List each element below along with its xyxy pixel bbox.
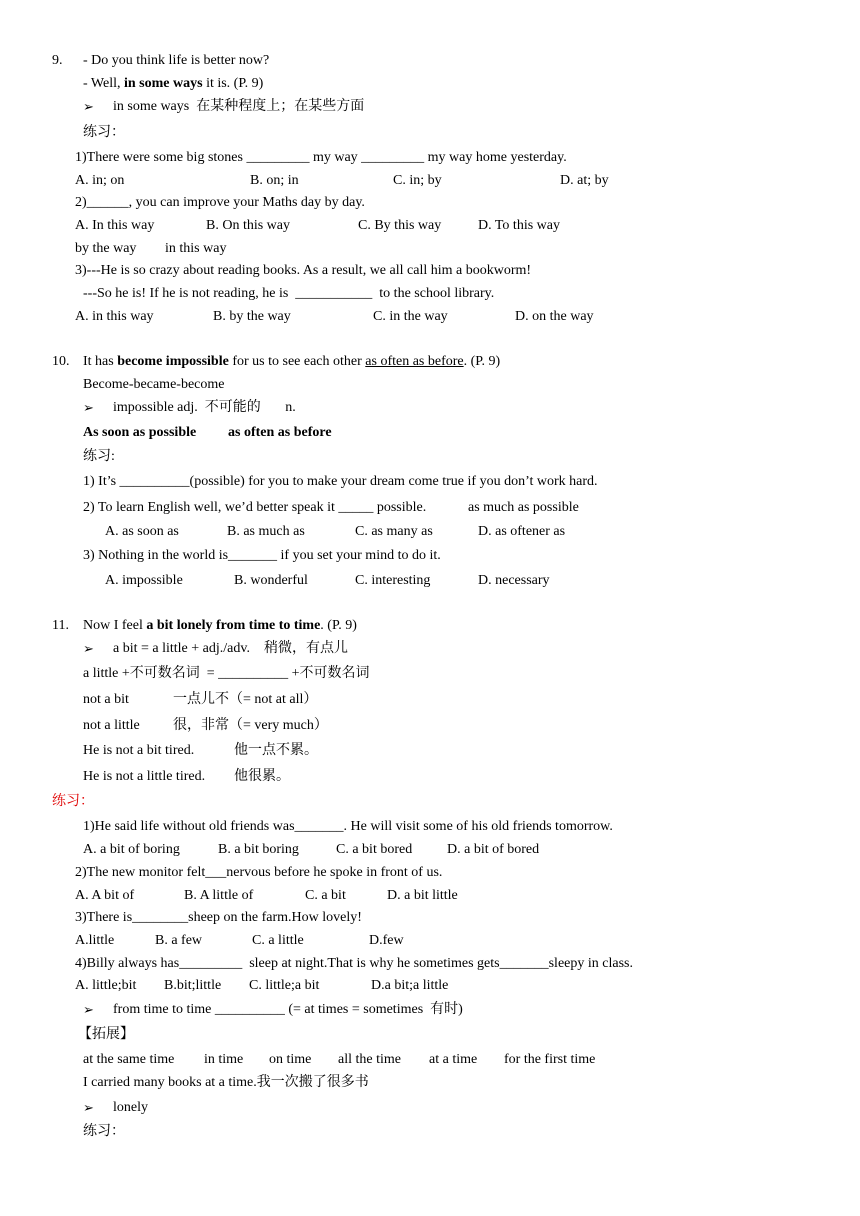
exercise-question: 1) It’s __________(possible) for you to make your dream come true if you don’t work hard. xyxy=(83,474,598,489)
option-d: D.a bit;a little xyxy=(371,978,449,993)
option-c: C. little;a bit xyxy=(249,978,320,993)
arrow-bullet-icon: ➢ xyxy=(83,99,94,114)
usage-term: not a little xyxy=(83,718,140,733)
example-sentence: I carried many books at a time.我一次搬了很多书 xyxy=(83,1075,369,1090)
option-c: C. a bit bored xyxy=(336,842,413,857)
exercise-question: 4)Billy always has_________ sleep at night.That is why he sometimes gets_______sleepy in class. xyxy=(75,956,633,971)
phrase-item: in time xyxy=(204,1052,244,1067)
option-a: A. In this way xyxy=(75,218,155,233)
exercise-question: 3)There is________sheep on the farm.How lovely! xyxy=(75,910,362,925)
item-number-10: 10. xyxy=(52,354,70,369)
option-c: C. a little xyxy=(252,933,304,948)
practice-label: 练习： xyxy=(83,125,125,140)
item-number-11: 11. xyxy=(52,618,69,633)
usage-line: a little +不可数名词 = __________ +不可数名词 xyxy=(83,666,370,681)
option-a: A. in; on xyxy=(75,173,125,188)
option-a: A. as soon as xyxy=(105,524,179,539)
option-c: C. By this way xyxy=(358,218,442,233)
phrase-note: a bit = a little + adj./adv. 稍微，有点儿 xyxy=(113,641,348,656)
option-b: B. A little of xyxy=(184,888,254,903)
usage-term: not a bit xyxy=(83,692,129,707)
exercise-question: 2)______, you can improve your Maths day by day. xyxy=(75,195,365,210)
exercise-question: 2)The new monitor felt___nervous before he spoke in front of us. xyxy=(75,865,443,880)
phrase-item: on time xyxy=(269,1052,312,1067)
option-d: D. a bit little xyxy=(387,888,458,903)
practice-label-red: 练习： xyxy=(52,794,94,809)
option-d: D. on the way xyxy=(515,309,594,324)
exercise-question: 1)He said life without old friends was_______. He will visit some of his old friends tomorrow. xyxy=(83,819,613,834)
dialog-answer: - Well, in some ways it is. (P. 9) xyxy=(83,76,264,91)
arrow-bullet-icon: ➢ xyxy=(83,641,94,656)
option-d: D. at; by xyxy=(560,173,609,188)
phrase-note: from time to time __________ (= at times = sometimes 有时) xyxy=(113,1002,463,1017)
option-c: C. as many as xyxy=(355,524,433,539)
exercise-question-cont: ---So he is! If he is not reading, he is ___________ to the school library. xyxy=(83,286,495,301)
option-b: B. a few xyxy=(155,933,203,948)
example-sentence: He is not a bit tired. xyxy=(83,743,195,758)
verb-forms: Become-became-become xyxy=(83,377,225,392)
option-d: D. a bit of bored xyxy=(447,842,540,857)
practice-label: 练习： xyxy=(83,1124,125,1139)
section-sentence: It has become impossible for us to see each other as often as before. (P. 9) xyxy=(83,354,501,369)
option-d: D.few xyxy=(369,933,404,948)
item-number-9: 9. xyxy=(52,53,63,68)
dialog-question: - Do you think life is better now? xyxy=(83,53,270,68)
option-b: B. by the way xyxy=(213,309,291,324)
extra-phrase: by the way xyxy=(75,241,137,256)
phrase-item: for the first time xyxy=(504,1052,596,1067)
exercise-question: 3) Nothing in the world is_______ if you set your mind to do it. xyxy=(83,548,441,563)
option-a: A. impossible xyxy=(105,573,183,588)
usage-meaning: 很，非常（= very much） xyxy=(173,718,328,733)
option-c: C. interesting xyxy=(355,573,431,588)
option-b: B. as much as xyxy=(227,524,305,539)
arrow-bullet-icon: ➢ xyxy=(83,1002,94,1017)
practice-label: 练习: xyxy=(83,449,115,464)
option-a: A.little xyxy=(75,933,115,948)
exercise-question: 1)There were some big stones _________ my way _________ my way home yesterday. xyxy=(75,150,567,165)
extra-phrase: in this way xyxy=(165,241,227,256)
option-b: B.bit;little xyxy=(164,978,222,993)
usage-meaning: 一点儿不（= not at all） xyxy=(173,692,318,707)
option-d: D. necessary xyxy=(478,573,550,588)
option-d: D. To this way xyxy=(478,218,560,233)
option-a: A. A bit of xyxy=(75,888,135,903)
expand-label: 【拓展】 xyxy=(78,1027,134,1042)
bold-phrase: as often as before xyxy=(228,425,332,440)
option-a: A. in this way xyxy=(75,309,154,324)
word-note: impossible adj. 不可能的 n. xyxy=(113,400,296,415)
exercise-question: 3)---He is so crazy about reading books. As a result, we all call him a bookworm! xyxy=(75,263,532,278)
word-note: lonely xyxy=(113,1100,148,1115)
arrow-bullet-icon: ➢ xyxy=(83,1100,94,1115)
option-c: C. in the way xyxy=(373,309,448,324)
option-b: B. a bit boring xyxy=(218,842,299,857)
phrase-item: at a time xyxy=(429,1052,478,1067)
option-c: C. in; by xyxy=(393,173,442,188)
option-c: C. a bit xyxy=(305,888,346,903)
hint: as much as possible xyxy=(468,500,579,515)
example-translation: 他一点不累。 xyxy=(234,743,318,758)
option-a: A. little;bit xyxy=(75,978,137,993)
arrow-bullet-icon: ➢ xyxy=(83,400,94,415)
option-d: D. as oftener as xyxy=(478,524,566,539)
bold-phrase: As soon as possible xyxy=(83,425,197,440)
option-b: B. wonderful xyxy=(234,573,308,588)
phrase-item: all the time xyxy=(338,1052,401,1067)
option-b: B. on; in xyxy=(250,173,299,188)
section-sentence: Now I feel a bit lonely from time to time. (P. 9) xyxy=(83,618,357,633)
option-a: A. a bit of boring xyxy=(83,842,180,857)
example-translation: 他很累。 xyxy=(234,769,290,784)
exercise-question: 2) To learn English well, we’d better speak it _____ possible. xyxy=(83,500,427,515)
phrase-item: at the same time xyxy=(83,1052,175,1067)
option-b: B. On this way xyxy=(206,218,290,233)
example-sentence: He is not a little tired. xyxy=(83,769,206,784)
phrase-note: in some ways 在某种程度上；在某些方面 xyxy=(113,99,365,114)
